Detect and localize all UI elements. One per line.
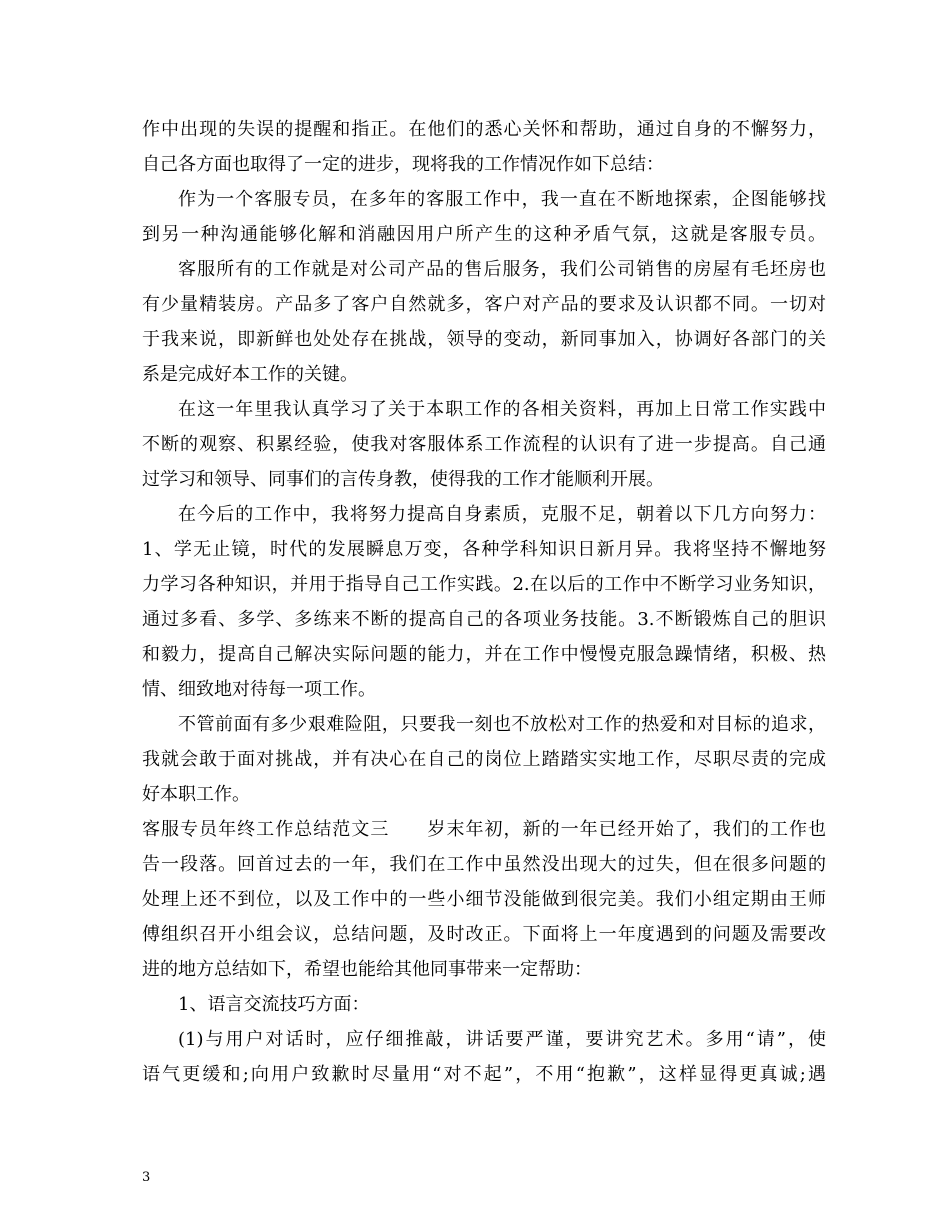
- text-line: 作中出现的失误的提醒和指正。在他们的悉心关怀和帮助，通过自身的不懈努力，: [142, 119, 826, 140]
- text-line: 处理上还不到位，以及工作中的一些小细节没能做到很完美。我们小组定期由王师: [142, 889, 826, 910]
- text-line: 好本职工作。: [142, 784, 250, 805]
- text-line: 过学习和领导、同事们的言传身教，使得我的工作才能顺利开展。: [142, 469, 664, 490]
- text-line: 不断的观察、积累经验，使我对客服体系工作流程的认识有了进一步提高。自己通: [142, 434, 826, 455]
- list-heading-line: 1、语言交流技巧方面：: [178, 994, 370, 1015]
- text-line: 到另一种沟通能够化解和消融因用户所产生的这种矛盾气氛，这就是客服专员。: [142, 224, 826, 245]
- text-line: 语气更缓和;向用户致歉时尽量用“对不起”，不用“抱歉”，这样显得更真诚;遇: [142, 1064, 826, 1085]
- text-line: 在这一年里我认真学习了关于本职工作的各相关资料，再加上日常工作实践中: [178, 399, 826, 420]
- text-line: 情、细致地对待每一项工作。: [142, 679, 376, 700]
- text-line: 客服所有的工作就是对公司产品的售后服务，我们公司销售的房屋有毛坯房也: [178, 259, 826, 280]
- text-line: 作为一个客服专员，在多年的客服工作中，我一直在不断地探索，企图能够找: [178, 189, 826, 210]
- text-line: 通过多看、多学、多练来不断的提高自己的各项业务技能。3.不断锻炼自己的胆识: [142, 609, 826, 630]
- text-line: 傅组织召开小组会议，总结问题，及时改正。下面将上一年度遇到的问题及需要改: [142, 924, 826, 945]
- text-line: 1、学无止镜，时代的发展瞬息万变，各种学科知识日新月异。我将坚持不懈地努: [142, 539, 826, 560]
- text-line: 我就会敢于面对挑战，并有决心在自己的岗位上踏踏实实地工作，尽职尽责的完成: [142, 749, 826, 770]
- text-line: 力学习各种知识，并用于指导自己工作实践。2.在以后的工作中不断学习业务知识，: [142, 574, 826, 595]
- text-line: 告一段落。回首过去的一年，我们在工作中虽然没出现大的过失，但在很多问题的: [142, 854, 826, 875]
- text-line: 进的地方总结如下，希望也能给其他同事带来一定帮助：: [142, 959, 592, 980]
- text-line: 和毅力，提高自己解决实际问题的能力，并在工作中慢慢克服急躁情绪，积极、热: [142, 644, 826, 665]
- text-line: 有少量精装房。产品多了客户自然就多，客户对产品的要求及认识都不同。一切对: [142, 294, 826, 315]
- section-heading-line: 客服专员年终工作总结范文三 岁末年初，新的一年已经开始了，我们的工作也: [142, 819, 826, 840]
- text-line: 在今后的工作中，我将努力提高自身素质，克服不足，朝着以下几方向努力：: [178, 504, 826, 525]
- text-line: (1)与用户对话时，应仔细推敲，讲话要严谨，要讲究艺术。多用“请”，使: [178, 1029, 826, 1050]
- text-line: 自己各方面也取得了一定的进步，现将我的工作情况作如下总结：: [142, 154, 664, 175]
- text-line: 不管前面有多少艰难险阻，只要我一刻也不放松对工作的热爱和对目标的追求，: [178, 714, 826, 735]
- text-line: 系是完成好本工作的关键。: [142, 364, 358, 385]
- page-number: 3: [142, 1170, 151, 1185]
- text-line: 于我来说，即新鲜也处处存在挑战，领导的变动，新同事加入，协调好各部门的关: [142, 329, 826, 350]
